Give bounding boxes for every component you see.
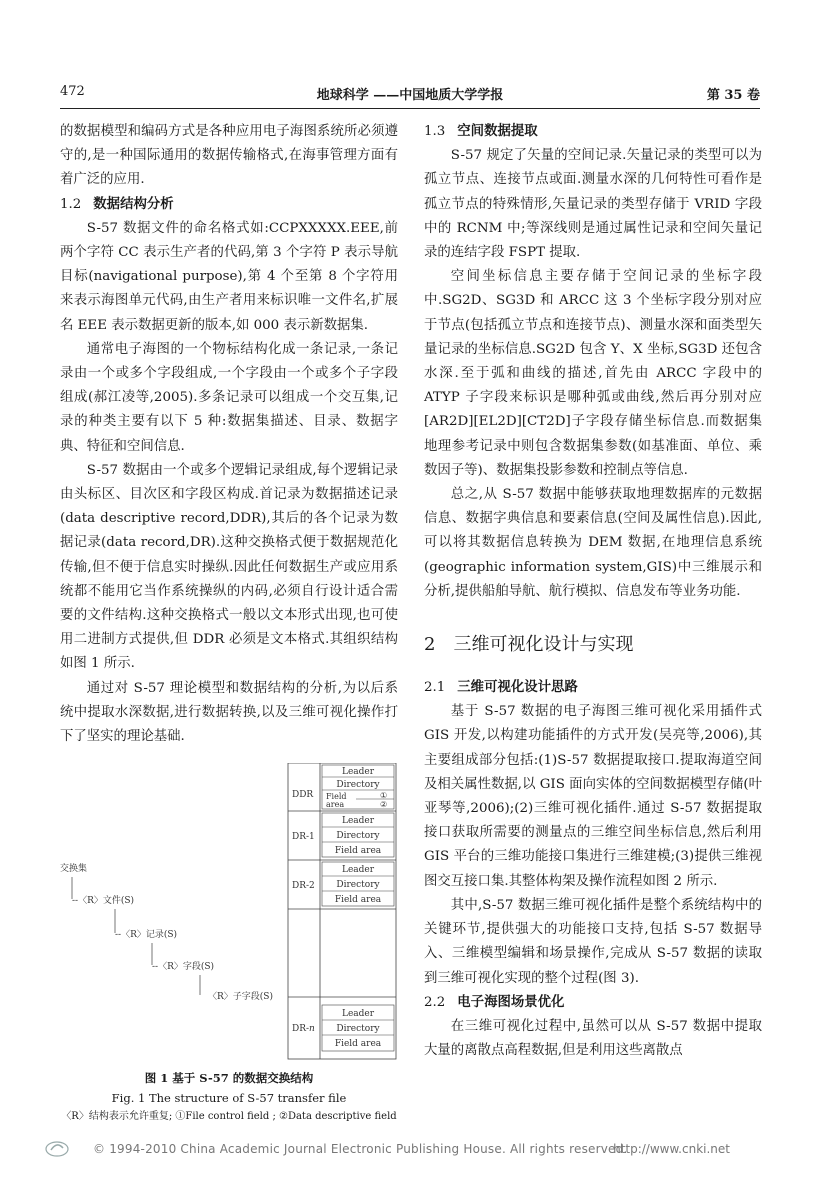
tree-level-1: --〈R〉文件(S)	[72, 896, 135, 907]
field-leader: Leader	[341, 865, 375, 876]
field-area: Field area	[334, 1039, 382, 1050]
figure-1-diagram	[60, 763, 398, 1068]
figure-1	[60, 763, 398, 1068]
field-area-word-b: area	[326, 800, 345, 810]
section-number: 1.3	[424, 124, 446, 139]
paragraph: 通过对 S-57 理论模型和数据结构的分析,为以后系统中提取水深数据,进行数据转换,以及三维可视化操作打下了坚实的理论基础.	[60, 680, 398, 745]
section-heading-2	[424, 632, 762, 658]
field-directory: Directory	[336, 831, 380, 842]
section-number: 2.2	[424, 994, 446, 1010]
section-title: 空间数据提取	[457, 124, 538, 139]
section-title: 电子海图场景优化	[457, 994, 565, 1010]
field-directory: Directory	[336, 880, 380, 891]
tree-root: 交换集	[60, 864, 88, 875]
section-heading-1-2	[60, 193, 398, 217]
mark-data-descriptive: ②	[380, 800, 388, 810]
field-leader: Leader	[341, 767, 375, 778]
section-title: 三维可视化设计与实现	[453, 634, 634, 656]
mark-file-control: ①	[380, 791, 388, 801]
tree-level-3: --〈R〉字段(S)	[152, 962, 215, 973]
section-number: 2.1	[424, 680, 446, 696]
record-label-ddr: DDR	[292, 790, 314, 801]
header-rule	[60, 108, 760, 109]
paragraph: 其中,S-57 数据三维可视化插件是整个系统结构中的关键环节,提供强大的功能接口支持,包括 S-57 数据导入、三维模型编辑和场景操作,完成从 S-57 数据的读取到三维可视化实现的整个过程(图 3).	[424, 897, 762, 986]
field-area: Field area	[334, 895, 382, 906]
field-area-word-a: Field	[326, 792, 347, 802]
paragraph: 基于 S-57 数据的电子海图三维可视化采用插件式 GIS 开发,以构建功能插件的方式开发(吴亮等,2006),其主要组成部分包括:(1)S-57 数据提取接口.提取海道空间及相关属性数据,以 GIS 面向实体的空间数据模型存储(叶亚琴等,2006);(2)三维可视化插件.通过 S-57 数据提取接口获取所需要的测量点的三维空间坐标信息,然后利用 GIS 平台的三维功能接口集进行三维建模;(3)提供三维视图交互接口集.其整体构架及操作流程如图 2 所示.	[424, 704, 762, 889]
section-number: 1.2	[60, 196, 82, 212]
volume-label: 第 35 卷	[706, 88, 760, 103]
right-column	[424, 120, 762, 1063]
section-number: 2	[424, 634, 436, 656]
publisher-logo-icon	[45, 1138, 69, 1158]
journal-title: 地球科学 ——中国地质大学学报	[316, 88, 504, 103]
copyright-text: © 1994-2010 China Academic Journal Electronic Publishing House. All rights reserved.	[93, 1142, 628, 1156]
left-column	[60, 120, 398, 1126]
tree-level-4: 〈R〉子字段(S)	[208, 992, 273, 1003]
paragraph: 在三维可视化过程中,虽然可以从 S-57 数据中提取大量的离散点高程数据,但是利用这些离散点	[424, 1018, 762, 1059]
tree-level-2: --〈R〉记录(S)	[115, 930, 178, 941]
section-heading-1-3	[424, 120, 762, 144]
field-leader: Leader	[341, 1009, 375, 1020]
paragraph: S-57 数据文件的命名格式如:CCPXXXXX.EEE,前两个字符 CC 表示生产者的代码,第 3 个字符 P 表示导航目标(navigational purpose),第 4 个至第 8 个字符用来表示海图单元代码,由生产者用来标识唯一文件名,扩展名 EEE 表示数据更新的版本,如 000 表示新数据集.	[60, 220, 398, 333]
record-label-drn: DR-n	[292, 1024, 315, 1035]
copyright-footer	[45, 1134, 775, 1166]
section-heading-2-2	[424, 991, 762, 1015]
section-title: 数据结构分析	[93, 196, 174, 212]
field-directory: Directory	[336, 780, 380, 791]
page-number: 472	[60, 84, 85, 99]
figure-note: 〈R〉结构表示允许重复; ①File control field ; ②Data descriptive field	[61, 1111, 397, 1123]
figure-caption-en: Fig. 1 The structure of S-57 transfer file	[111, 1091, 347, 1106]
record-label-dr2: DR-2	[292, 881, 315, 892]
record-label-dr1: DR-1	[292, 832, 315, 843]
paragraph: 总之,从 S-57 数据中能够获取地理数据库的元数据信息、数据字典信息和要素信息(空间及属性信息).因此,可以将其数据信息转换为 DEM 数据,在地理信息系统(geographic information system,GIS)中三维展示和分析,提供船舶导航、航行模拟、信息发布等业务功能.	[424, 487, 762, 599]
paragraph: 空间坐标信息主要存储于空间记录的坐标字段中.SG2D、SG3D 和 ARCC 这 3 个坐标字段分别对应于节点(包括孤立节点和连接节点)、测量水深和面类型矢量记录的坐标信息.SG2D 包含 Y、X 坐标,SG3D 还包含水深.至于弧和曲线的描述,首先由 ARCC 字段中的 ATYP 子字段来标识是哪种弧或曲线,然后再分别对应[AR2D][EL2D][CT2D]子字段存储坐标信息.而数据集地理参考记录中则包含数据集参数(如基准面、单位、乘数因子等)、数据集投影参数和控制点等信息.	[424, 269, 762, 478]
paragraph: S-57 规定了矢量的空间记录.矢量记录的类型可以为孤立节点、连接节点或面.测量水深的几何特性可看作是孤立节点的特殊情形,矢量记录的类型存储于 VRID 字段中的 RCNM 中;等深线则是通过属性记录和空间矢量记录的连结字段 FSPT 提取.	[424, 148, 762, 261]
field-leader: Leader	[341, 816, 375, 827]
paragraph: 通常电子海图的一个物标结构化成一条记录,一条记录由一个或多个字段组成,一个字段由一个或多个子字段组成(郝江凌等,2005).多条记录可以组成一个交互集,记录的种类主要有以下 5 种:数据集描述、目录、数据字典、特征和空间信息.	[60, 341, 398, 454]
running-header	[60, 84, 760, 106]
section-title: 三维可视化设计思路	[457, 680, 578, 696]
paragraph: 的数据模型和编码方式是各种应用电子海图系统所必须遵守的,是一种国际通用的数据传输格式,在海事管理方面有着广泛的应用.	[60, 124, 398, 188]
section-heading-2-1	[424, 676, 762, 700]
paragraph: S-57 数据由一个或多个逻辑记录组成,每个逻辑记录由头标区、目次区和字段区构成.首记录为数据描述记录(data descriptive record,DDR),其后的各个记录为数据记录(data record,DR).这种交换格式便于数据规范化传输,但不便于信息实时操纵.因此任何数据生产或应用系统都不能用它当作系统操纵的内码,必须自行设计适合需要的文件结构.这种交换格式一般以文本形式出现,也可使用二进制方式提供,但 DDR 必须是文本格式.其组织结构如图 1 所示.	[60, 462, 398, 672]
cnki-url[interactable]: http://www.cnki.net	[613, 1142, 730, 1156]
figure-caption-zh: 图 1 基于 S-57 的数据交换结构	[144, 1071, 314, 1086]
field-directory: Directory	[336, 1024, 380, 1035]
field-area: Field area	[334, 846, 382, 857]
